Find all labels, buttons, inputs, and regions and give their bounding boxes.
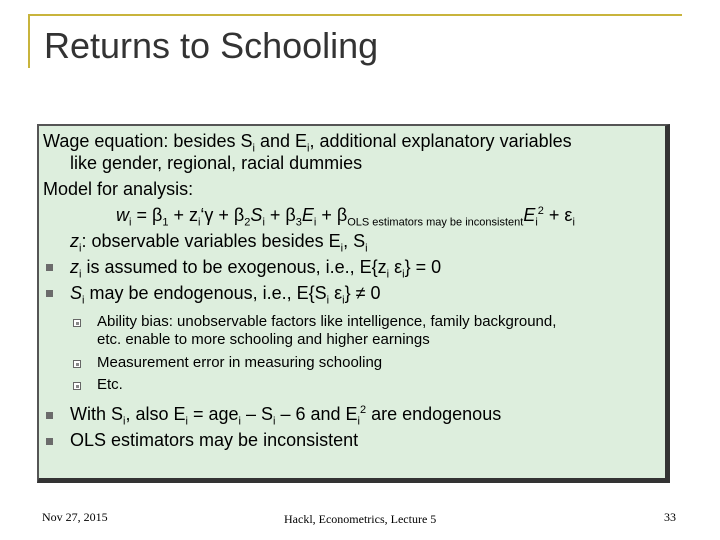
subscript: i <box>262 216 265 229</box>
text: – 6 and E <box>275 404 358 424</box>
text: ε <box>329 283 343 303</box>
text: S <box>70 283 83 303</box>
subscript: i <box>326 294 330 307</box>
sub-bullet-ability-1: Ability bias: unobservable factors like intelligence, family background, <box>97 313 557 330</box>
subscript: i <box>272 415 276 428</box>
text-line-2: like gender, regional, racial dummies <box>70 153 363 173</box>
subscript: i <box>123 415 126 428</box>
text: , also E <box>125 404 186 424</box>
text: With S <box>70 404 124 424</box>
subscript: i <box>402 268 405 281</box>
subscript: i <box>340 242 344 255</box>
subscript: i <box>82 294 85 307</box>
subscript: 2 <box>244 216 251 229</box>
bullet-icon <box>46 264 53 271</box>
subscript: 1 <box>162 216 169 229</box>
subscript: i <box>238 415 241 428</box>
slide-title: Returns to Schooling <box>44 25 379 66</box>
text: w <box>116 205 129 225</box>
footer-center: Hackl, Econometrics, Lecture 5 <box>284 512 437 526</box>
text: + β <box>264 205 296 225</box>
subscript: i <box>185 415 188 428</box>
bullet-icon <box>46 412 53 419</box>
subscript: i <box>365 242 368 255</box>
bullet-endogenous <box>70 282 381 307</box>
text: and E <box>254 131 307 151</box>
subscript: i <box>79 242 82 255</box>
content-box <box>37 124 670 483</box>
bullet-with-si <box>70 403 502 428</box>
superscript: 2 <box>537 205 544 217</box>
subscript: i <box>313 216 317 229</box>
text: z <box>70 231 79 251</box>
sub-bullet-etc: Etc. <box>97 376 123 393</box>
subscript: i <box>342 294 345 307</box>
text: , additional explanatory variables <box>309 131 572 151</box>
page-number: 33 <box>664 510 676 524</box>
text: S <box>250 205 263 225</box>
text: , S <box>343 231 366 251</box>
text: Wage equation: besides S <box>43 131 253 151</box>
text: is assumed to be exogenous, i.e., E{z <box>81 257 387 277</box>
footer-date: Nov 27, 2015 <box>42 510 108 524</box>
bullet-icon <box>46 290 53 297</box>
subscript: i <box>572 216 575 229</box>
text: = age <box>187 404 239 424</box>
text: ε <box>389 257 403 277</box>
text: = β <box>131 205 163 225</box>
sub-bullet-icon <box>73 360 81 368</box>
text: are endogenous <box>366 404 502 424</box>
text-line-zi <box>70 230 368 255</box>
sub-bullet-icon <box>73 382 81 390</box>
subscript: OLS estimators may be inconsistent <box>347 216 524 229</box>
text: E <box>301 205 314 225</box>
text: – S <box>240 404 273 424</box>
text: may be endogenous, i.e., E{S <box>84 283 327 303</box>
text: z <box>70 257 79 277</box>
text: + ε <box>543 205 573 225</box>
sub-bullet-ability-2: etc. enable to more schooling and higher earnings <box>97 331 430 348</box>
subscript: i <box>386 268 390 281</box>
text-line-1 <box>43 130 572 155</box>
text: } ≠ 0 <box>344 283 381 303</box>
subscript: i <box>79 268 82 281</box>
text: ‘γ + β <box>200 205 245 225</box>
subscript: i <box>357 415 360 428</box>
subscript: i <box>197 216 201 229</box>
text: E <box>523 205 536 225</box>
subscript: i <box>129 216 132 229</box>
subscript: i <box>252 142 255 155</box>
text: + β <box>316 205 348 225</box>
text-line-3: Model for analysis: <box>43 179 194 199</box>
text: } = 0 <box>404 257 442 277</box>
text: + z <box>168 205 198 225</box>
subscript: i <box>306 142 310 155</box>
sub-bullet-icon <box>73 319 81 327</box>
bullet-icon <box>46 438 53 445</box>
bullet-exogenous <box>70 256 442 281</box>
sub-bullet-measurement: Measurement error in measuring schooling <box>97 354 383 371</box>
bullet-ols: OLS estimators may be inconsistent <box>70 430 359 450</box>
text: : observable variables besides E <box>81 231 341 251</box>
superscript: 2 <box>359 404 367 416</box>
subscript: i <box>535 216 538 229</box>
wage-equation <box>116 204 575 229</box>
subscript: 3 <box>295 216 302 229</box>
